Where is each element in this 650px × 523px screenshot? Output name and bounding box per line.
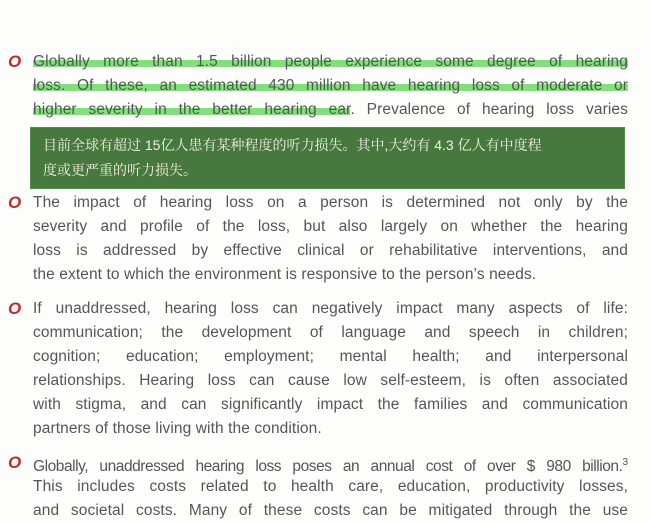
text-line	[33, 345, 628, 369]
translation-line: 目前全球有超过 15亿人患有某种程度的听力损失。其中,大约有 4.3 亿人有中度程	[43, 137, 542, 153]
text-line	[33, 98, 628, 122]
text-line	[33, 417, 628, 441]
text-line	[33, 451, 628, 475]
bullet-paragraph	[0, 50, 650, 122]
text-segment: relationships. Hearing loss can cause low self-esteem, is often associated	[33, 372, 628, 389]
text-line	[33, 321, 628, 345]
text-segment: cognition; education; employment; mental health; and interpersonal	[33, 348, 628, 365]
footnote-superscript: 3	[622, 457, 628, 468]
text-segment: The impact of hearing loss on a person is determined not only by the	[33, 194, 628, 211]
bullet-paragraph	[0, 191, 650, 287]
text-line	[33, 297, 628, 321]
bullet-marker: O	[8, 453, 22, 472]
paragraph-list-top	[0, 50, 650, 122]
bullet-marker: O	[8, 193, 22, 212]
text-segment: partners of those living with the condition.	[33, 420, 322, 437]
paragraph-text	[33, 297, 628, 441]
translation-line: 度或更严重的听力损失。	[43, 162, 197, 178]
text-line	[33, 215, 628, 239]
paragraph-text	[33, 50, 628, 122]
text-line	[33, 74, 628, 98]
highlighted-text: higher severity in the better hearing ear	[33, 101, 351, 118]
text-segment: communication; the development of language and speech in children;	[33, 324, 628, 341]
text-segment: and societal costs. Many of these costs can be mitigated through the use	[33, 502, 628, 519]
text-segment: If unaddressed, hearing loss can negatively impact many aspects of life:	[33, 300, 628, 317]
bullet-marker: O	[8, 299, 22, 318]
paragraph-text	[33, 451, 628, 523]
text-line	[33, 263, 628, 287]
text-line	[33, 50, 628, 74]
text-segment: . Prevalence of hearing loss varies	[350, 101, 628, 118]
highlighted-text: Globally more than 1.5 billion people experience some degree of hearing	[33, 53, 628, 70]
text-line	[33, 191, 628, 215]
bullet-paragraph	[0, 297, 650, 441]
translation-box	[30, 127, 625, 189]
text-line	[33, 475, 628, 499]
text-segment: the extent to which the environment is responsive to the person’s needs.	[33, 266, 537, 283]
bullet-marker: O	[8, 52, 22, 71]
text-segment: with stigma, and can significantly impact the families and communication	[33, 396, 628, 413]
text-line	[33, 239, 628, 263]
text-segment: Globally, unaddressed hearing loss poses an annual cost of over $ 980 billion.	[33, 458, 623, 475]
text-segment: This includes costs related to health care, education, productivity losses,	[33, 478, 628, 495]
bullet-paragraph	[0, 451, 650, 523]
highlighted-text: loss. Of these, an estimated 430 million have hearing loss of moderate or	[33, 77, 628, 94]
paragraph-list-bottom	[0, 191, 650, 523]
text-segment: loss is addressed by effective clinical or rehabilitative interventions, and	[33, 242, 628, 259]
text-segment: severity and profile of the loss, but also largely on whether the hearing	[33, 218, 628, 235]
text-line	[33, 393, 628, 417]
paragraph-text	[33, 191, 628, 287]
text-line	[33, 369, 628, 393]
text-line	[33, 499, 628, 523]
